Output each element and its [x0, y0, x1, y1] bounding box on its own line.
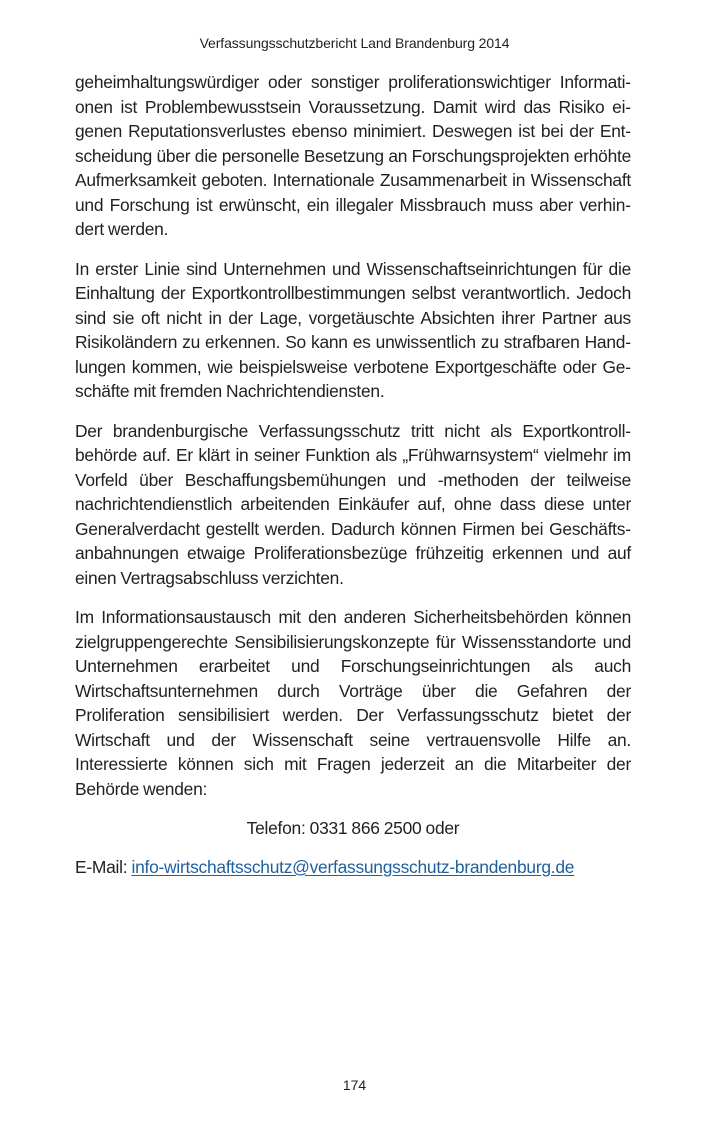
email-contact: [75, 855, 631, 880]
paragraph-early-warning-system: Der brandenburgische Verfassungsschutz tritt nicht als Exportkontrollbehörde auf. Er klärt in seiner Funktion als „Frühwarnsystem“ vielmehr im Vorfeld über Beschaffungsbemühungen und -methoden der teilweise nachrichtendienstlich arbeitenden Einkäufer auf, ohne dass diese unter Generalverdacht gestellt werden. Dadurch können Firmen bei Geschäftsanbahnungen etwaige Proliferationsbezüge frühzeitig erkennen und auf einen Vertragsabschluss verzichten.: [75, 420, 631, 588]
email-link[interactable]: info-wirtschaftsschutz@verfassungsschutz-brandenburg.de: [131, 856, 575, 877]
paragraph-proliferation-awareness: geheimhaltungswürdiger oder sonstiger proliferationswichtiger Informationen ist Problembewusstsein Voraussetzung. Damit wird das Risiko eigenen Reputationsverlustes ebenso minimiert. Deswegen ist bei der Entscheidung über die personelle Besetzung an Forschungsprojekten erhöhte Aufmerksamkeit geboten. Internationale Zusammenarbeit in Wissenschaft und Forschung ist erwünscht, ein illegaler Missbrauch muss aber verhindert werden.: [75, 72, 631, 239]
paragraph-export-control-responsibility: In erster Linie sind Unternehmen und Wissenschaftseinrichtungen für die Einhaltung der Exportkontrollbestimmungen selbst verantwortlich. Jedoch sind sie oft nicht in der Lage, vorgetäuschte Absichten ihrer Partner aus Risikoländern zu erkennen. So kann es unwissentlich zu strafbaren Handlungen kommen, wie beispielsweise verbotene Exportgeschäfte oder Geschäfte mit fremden Nachrichtendiensten.: [75, 258, 631, 401]
email-label: E-Mail:: [75, 856, 132, 877]
page-number: 174: [342, 1077, 367, 1093]
paragraph-information-exchange: Im Informationsaustausch mit den anderen Sicherheitsbehörden können zielgruppengerechte Sensibilisierungskonzepte für Wissensstandorte und Unternehmen erarbeitet und Forschungseinrichtungen als auch Wirtschaftsunternehmen durch Vorträge über die Gefahren der Proliferation sensibilisiert werden. Der Verfassungsschutz bietet der Wirtschaft und der Wissenschaft seine vertrauensvolle Hilfe an. Interessierte können sich mit Fragen jederzeit an die Mitarbeiter der Behörde wenden:: [75, 607, 631, 799]
phone-contact: Telefon: 0331 866 2500 oder: [246, 818, 460, 838]
body-text: [75, 70, 631, 894]
running-header: Verfassungsschutzbericht Land Brandenburg 2014: [199, 35, 510, 51]
